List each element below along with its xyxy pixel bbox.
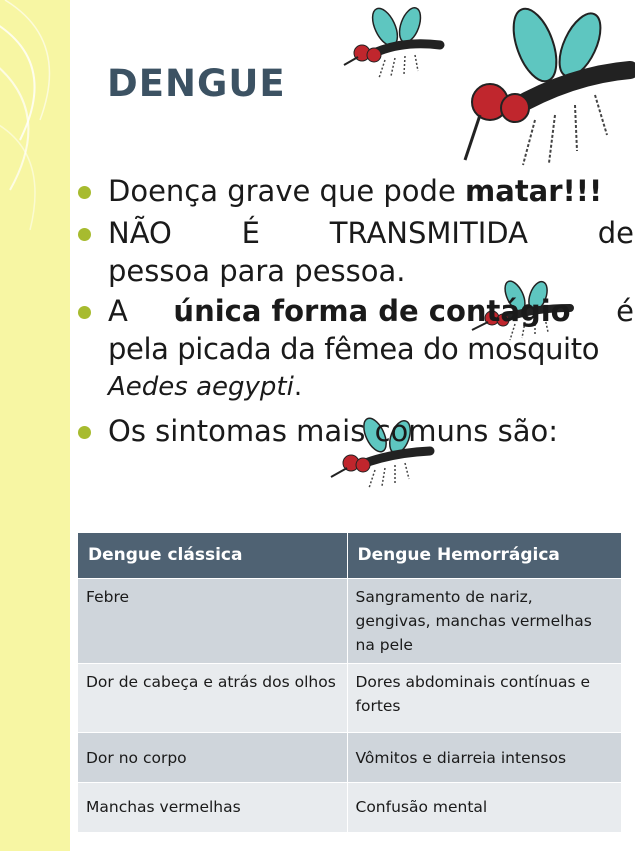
bullet-line: pela picada da fêmea do mosquito: [108, 332, 600, 366]
bullet-word: É: [241, 216, 260, 250]
table-cell: Manchas vermelhas: [78, 782, 347, 832]
bullet-line: [108, 214, 634, 252]
bullet-list: [78, 172, 634, 450]
bullet-word: de: [597, 216, 634, 250]
table-cell: Sangramento de nariz, gengivas, manchas vermelhas na pele: [347, 578, 621, 663]
bullet-item: [78, 172, 634, 210]
table-header-cell: Dengue Hemorrágica: [347, 533, 621, 578]
table-row: [78, 578, 621, 663]
bullet-line: [108, 368, 634, 406]
table-cell: Vômitos e diarreia intensos: [347, 732, 621, 782]
bullet-word: é: [616, 294, 634, 328]
bullet-punctuation: .: [293, 372, 303, 402]
bullet-line: pessoa para pessoa.: [108, 254, 406, 288]
decorative-left-band: [0, 0, 70, 851]
table-row: [78, 782, 621, 832]
bullet-word: A: [108, 294, 128, 328]
decorative-curves: [0, 0, 70, 851]
bullet-emphasis: matar!!!: [465, 174, 603, 208]
table-row: [78, 663, 621, 732]
species-name: Aedes aegypti: [108, 372, 294, 402]
slide-title: DENGUE: [107, 62, 286, 105]
mosquito-icon: [340, 5, 450, 85]
bullet-emphasis: única forma de contágio: [173, 294, 571, 328]
symptoms-table: [78, 533, 621, 832]
bullet-word: TRANSMITIDA: [329, 216, 528, 250]
bullet-item: [78, 292, 634, 406]
table-row: [78, 732, 621, 782]
mosquito-icon: [440, 0, 635, 175]
table-cell: Dor no corpo: [78, 732, 347, 782]
table-header-row: [78, 533, 621, 578]
bullet-item: [78, 412, 634, 450]
bullet-word: NÃO: [108, 216, 172, 250]
table-header-cell: Dengue clássica: [78, 533, 347, 578]
bullet-text: Os sintomas mais comuns são:: [108, 414, 558, 448]
bullet-line: [108, 292, 634, 330]
table-cell: Confusão mental: [347, 782, 621, 832]
bullet-item: [78, 214, 634, 290]
bullet-text: Doença grave que pode: [108, 174, 466, 208]
table-cell: Dores abdominais contínuas e fortes: [347, 663, 621, 732]
table-cell: Febre: [78, 578, 347, 663]
table-cell: Dor de cabeça e atrás dos olhos: [78, 663, 347, 732]
